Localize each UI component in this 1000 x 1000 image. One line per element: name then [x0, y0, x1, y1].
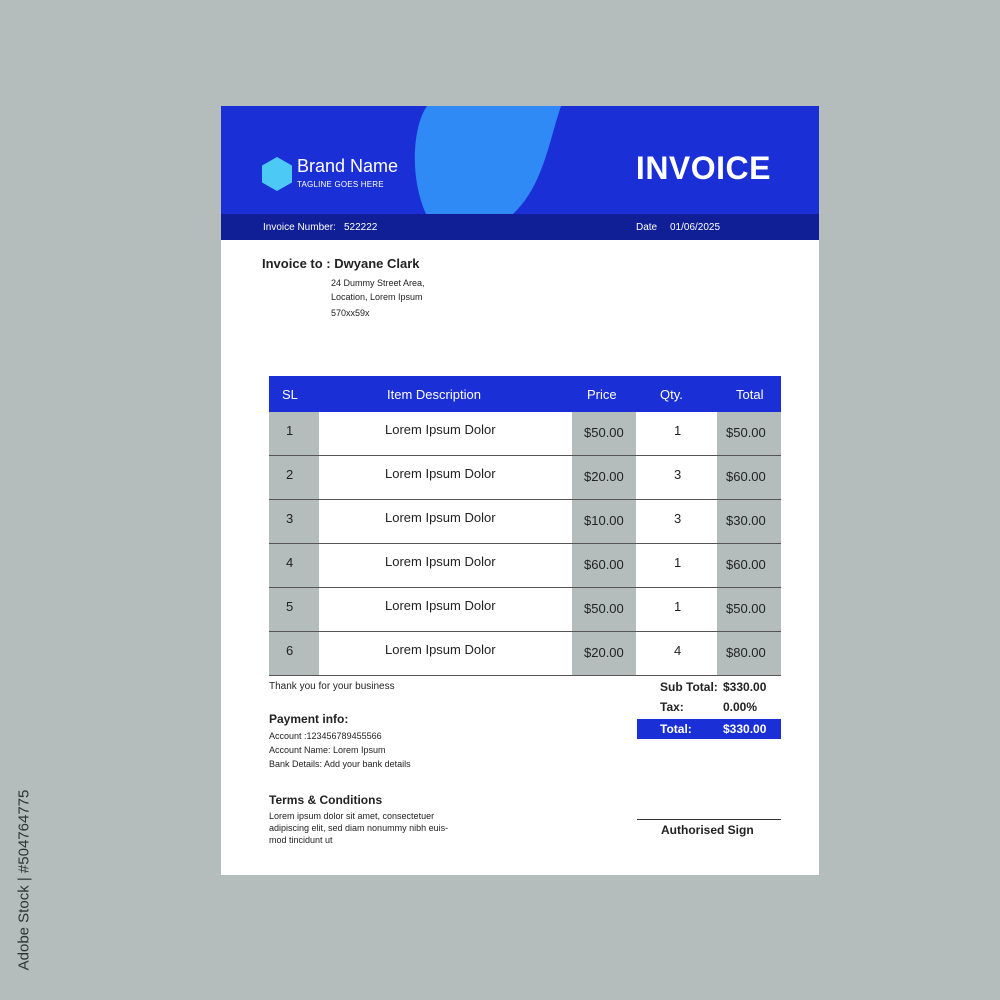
invoice-meta-bar — [221, 214, 819, 240]
row-qty: 1 — [674, 555, 682, 570]
table-header — [269, 376, 781, 412]
row-total: $80.00 — [726, 645, 766, 660]
row-total: $50.00 — [726, 601, 766, 616]
payment-account: Account :123456789455566 — [269, 731, 382, 741]
subtotal-value: $330.00 — [723, 680, 767, 694]
hexagon-icon — [261, 156, 293, 192]
row-sl: 2 — [286, 467, 294, 482]
brand-tagline: TAGLINE GOES HERE — [297, 180, 384, 189]
address-line-3: 570xx59x — [331, 308, 370, 318]
row-sl: 4 — [286, 555, 294, 570]
row-qty: 1 — [674, 599, 682, 614]
row-description: Lorem Ipsum Dolor — [385, 466, 496, 481]
header-total: Total — [736, 387, 764, 402]
row-price: $60.00 — [584, 557, 624, 572]
header-qty: Qty. — [660, 387, 683, 402]
row-price: $20.00 — [584, 645, 624, 660]
address-line-1: 24 Dummy Street Area, — [331, 278, 425, 288]
thank-you-note: Thank you for your business — [269, 681, 395, 692]
brand-name: Brand Name — [297, 156, 399, 176]
tax-value: 0.00% — [723, 700, 758, 714]
header-sl: SL — [282, 387, 298, 402]
row-qty: 4 — [674, 643, 682, 658]
invoice-date: 01/06/2025 — [670, 222, 721, 233]
row-qty: 3 — [674, 511, 682, 526]
row-qty: 1 — [674, 423, 682, 438]
row-price: $50.00 — [584, 601, 624, 616]
row-price: $50.00 — [584, 425, 624, 440]
table-row — [269, 588, 781, 632]
sl-cell-bg — [269, 456, 319, 499]
terms-line-2: adipiscing elit, sed diam nonummy nibh euis- — [269, 823, 449, 833]
total-label: Total: — [660, 722, 692, 736]
table-row — [269, 500, 781, 544]
payment-bank-details: Bank Details: Add your bank details — [269, 759, 411, 769]
signature-line — [637, 819, 781, 820]
terms-title: Terms & Conditions — [269, 793, 383, 807]
invoice-title: INVOICE — [635, 150, 771, 186]
row-description: Lorem Ipsum Dolor — [385, 510, 496, 525]
sl-cell-bg — [269, 632, 319, 675]
payment-info-title: Payment info: — [269, 712, 349, 726]
subtotal-label: Sub Total: — [660, 680, 718, 694]
row-sl: 3 — [286, 511, 294, 526]
header-description: Item Description — [387, 387, 481, 402]
sl-cell-bg — [269, 500, 319, 543]
tax-label: Tax: — [660, 700, 684, 714]
row-description: Lorem Ipsum Dolor — [385, 598, 496, 613]
invoice-items-table — [269, 376, 781, 676]
authorised-sign-label: Authorised Sign — [661, 823, 754, 837]
invoice-to-label: Invoice to : Dwyane Clark — [262, 256, 420, 271]
sl-cell-bg — [269, 588, 319, 631]
row-price: $10.00 — [584, 513, 624, 528]
table-row — [269, 632, 781, 676]
sl-cell-bg — [269, 412, 319, 455]
header-price: Price — [587, 387, 617, 402]
table-body — [269, 412, 781, 676]
row-sl: 6 — [286, 643, 294, 658]
invoice-number-label: Invoice Number: — [263, 222, 336, 233]
row-total: $30.00 — [726, 513, 766, 528]
row-sl: 1 — [286, 423, 294, 438]
payment-account-name: Account Name: Lorem Ipsum — [269, 745, 386, 755]
row-total: $50.00 — [726, 425, 766, 440]
row-description: Lorem Ipsum Dolor — [385, 422, 496, 437]
row-sl: 5 — [286, 599, 294, 614]
sl-cell-bg — [269, 544, 319, 587]
terms-line-1: Lorem ipsum dolor sit amet, consectetuer — [269, 811, 435, 821]
table-row — [269, 456, 781, 500]
row-price: $20.00 — [584, 469, 624, 484]
grand-total-bar — [637, 719, 781, 739]
invoice-page — [221, 106, 819, 875]
row-qty: 3 — [674, 467, 682, 482]
invoice-header — [221, 106, 819, 214]
table-row — [269, 412, 781, 456]
terms-line-3: mod tincidunt ut — [269, 835, 333, 845]
stock-id-watermark: Adobe Stock | #504764775 — [15, 789, 33, 971]
row-description: Lorem Ipsum Dolor — [385, 642, 496, 657]
row-total: $60.00 — [726, 557, 766, 572]
row-total: $60.00 — [726, 469, 766, 484]
table-row — [269, 544, 781, 588]
date-label: Date — [636, 222, 658, 233]
total-value: $330.00 — [723, 722, 767, 736]
address-line-2: Location, Lorem Ipsum — [331, 292, 423, 302]
invoice-number: 522222 — [344, 222, 378, 233]
row-description: Lorem Ipsum Dolor — [385, 554, 496, 569]
